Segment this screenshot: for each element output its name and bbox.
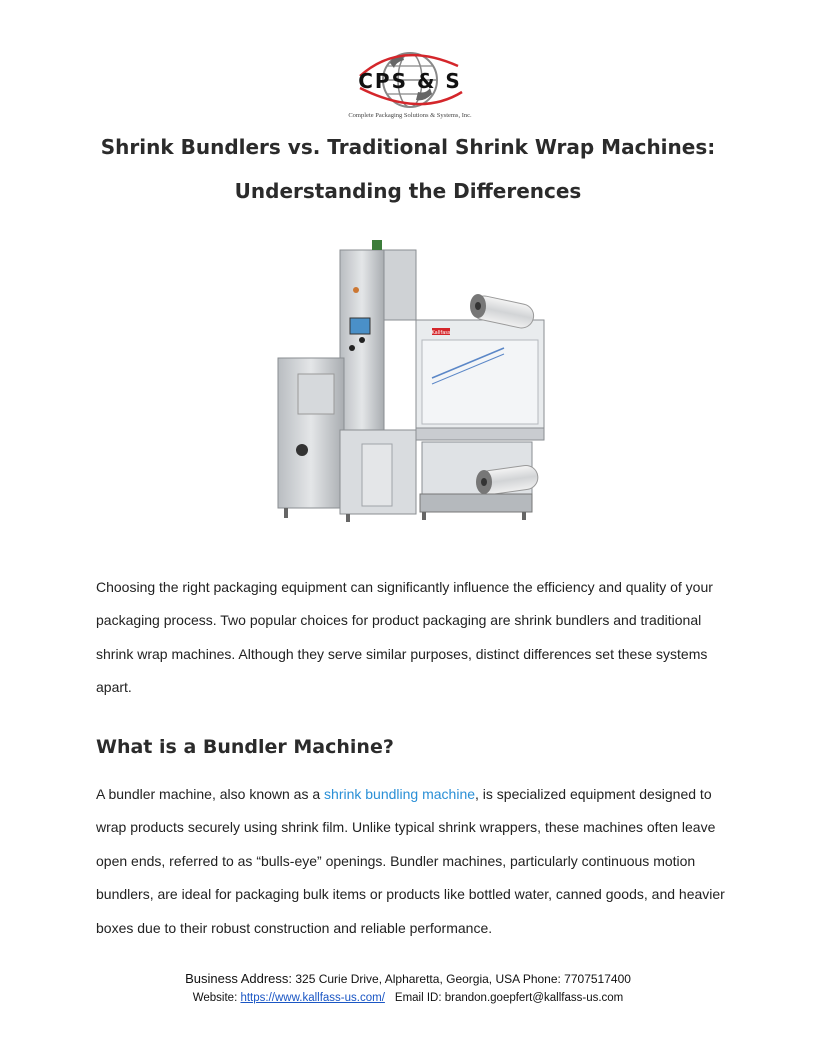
footer-address — [0, 971, 816, 986]
bundler-paragraph-intro: A bundler machine, also known as a — [96, 786, 325, 802]
address-label: Business Address: — [185, 971, 293, 986]
section-heading-bundler: What is a Bundler Machine? — [96, 736, 394, 758]
brand-label: Kallfass — [431, 330, 451, 336]
signal-light-icon — [372, 240, 382, 250]
intro-paragraph: Choosing the right packaging equipment can significantly influence the efficiency and quality of your packaging process. Two popular choices for product packaging are shrink bundlers and traditional shrink wrap machines. Although they serve similar purposes, distinct differences set these systems apart. — [96, 579, 713, 696]
logo-subtitle: Complete Packaging Solutions & Systems, Inc. — [348, 112, 472, 119]
shrink-bundler-machine-image — [272, 228, 548, 534]
website-label: Website: — [192, 992, 241, 1004]
address-value: 325 Curie Drive, Alpharetta, Georgia, USA Phone: 7707517400 — [292, 972, 631, 986]
bundler-paragraph-body: , is specialized equipment designed to wrap products securely using shrink film. Unlike typical shrink wrappers, these machines often leave open ends, referred to as “bulls-eye” openings. Bundler machines, particularly continuous motion bundlers, are ideal for packaging bulk items or products like bottled water, canned goods, and heavier boxes due to their robust construction and reliable performance. — [96, 786, 725, 936]
website-link[interactable]: https://www.kallfass-us.com/ — [240, 992, 385, 1004]
shrink-bundling-machine-link[interactable]: shrink bundling machine — [324, 786, 476, 802]
page-title-line-2: Understanding the Differences — [234, 179, 582, 203]
email-text: Email ID: brandon.goepfert@kallfass-us.com — [394, 992, 624, 1004]
bundler-paragraph — [96, 778, 726, 945]
footer-contact — [0, 992, 816, 1004]
page-title-line-1: Shrink Bundlers vs. Traditional Shrink Wrap Machines: — [100, 135, 716, 159]
logo-text: CPS & S — [358, 69, 462, 93]
company-logo — [330, 48, 490, 122]
